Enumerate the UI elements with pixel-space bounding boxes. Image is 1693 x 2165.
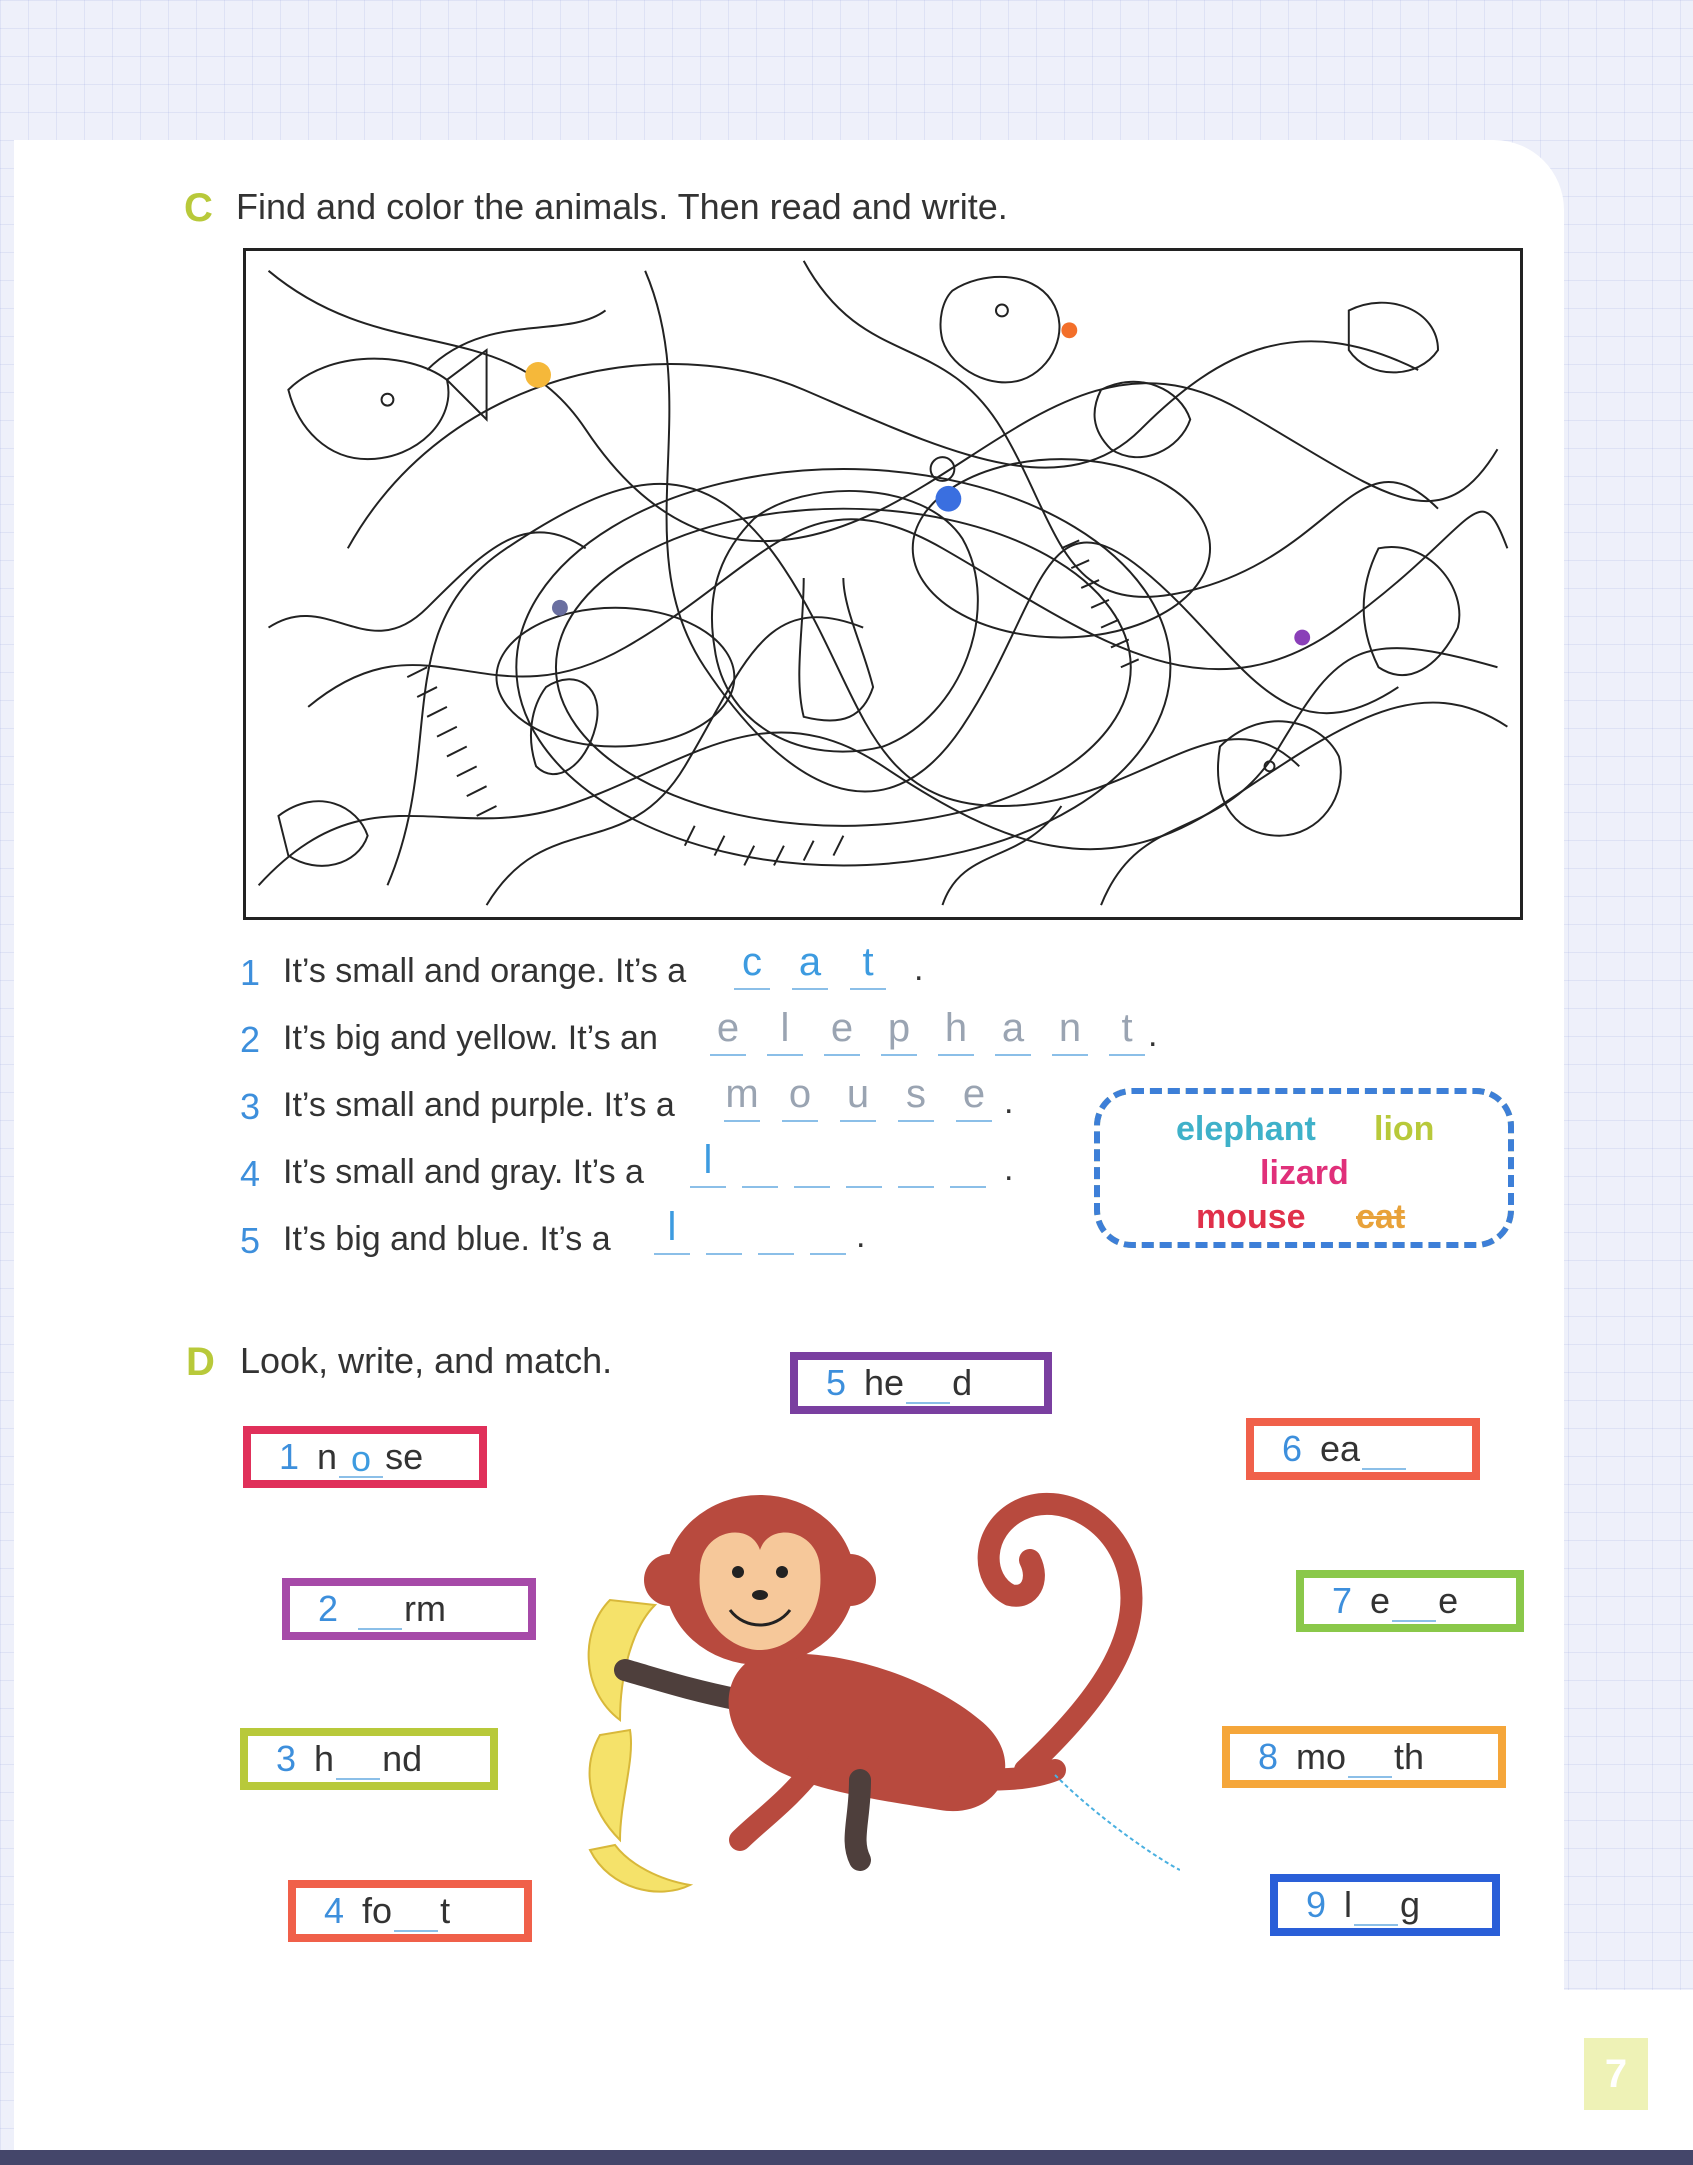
label-number: 4 (324, 1890, 345, 1931)
answer-letter[interactable] (758, 1205, 794, 1255)
answer-letter[interactable]: l (654, 1205, 690, 1255)
answer-letter[interactable] (846, 1138, 882, 1188)
label-1-nose[interactable] (243, 1426, 487, 1488)
section-d-letter: D (186, 1340, 215, 1384)
word-start: ea (1320, 1428, 1361, 1469)
label-3-hand[interactable] (240, 1728, 498, 1790)
label-7-eye[interactable] (1296, 1570, 1524, 1632)
word-end: t (440, 1890, 451, 1931)
question-3-number: 3 (240, 1086, 261, 1127)
label-word (356, 1588, 446, 1630)
gray-dot (552, 600, 568, 616)
answer-letter[interactable]: e (710, 1006, 746, 1056)
answer-letter[interactable]: a (995, 1006, 1031, 1056)
word-cat-crossed-out: cat (1356, 1198, 1406, 1236)
label-number: 7 (1332, 1580, 1353, 1621)
answer-letter[interactable] (810, 1205, 846, 1255)
answer-letter[interactable]: t (850, 940, 886, 990)
word-gap[interactable] (394, 1896, 438, 1932)
label-number: 8 (1258, 1736, 1279, 1777)
sentence-period: . (1004, 1083, 1014, 1121)
banana-2 (590, 1730, 631, 1840)
question-5-number: 5 (240, 1220, 261, 1261)
yellow-dot (525, 362, 551, 388)
word-gap[interactable] (1392, 1586, 1436, 1622)
word-start: l (1344, 1884, 1353, 1925)
label-word (1344, 1884, 1420, 1926)
sentence-period: . (856, 1217, 866, 1255)
word-bank (1094, 1088, 1514, 1248)
monkey-ear-left (644, 1554, 696, 1606)
blue-dot (936, 486, 962, 512)
question-4-number: 4 (240, 1153, 261, 1194)
word-gap[interactable] (336, 1744, 380, 1780)
word-start: he (864, 1362, 905, 1403)
question-2-number: 2 (240, 1019, 261, 1060)
word-end: se (385, 1436, 424, 1477)
sentence-period: . (1004, 1150, 1014, 1188)
answer-letter[interactable]: e (824, 1006, 860, 1056)
puzzle-line-drawing (246, 251, 1520, 917)
word-lion: lion (1374, 1110, 1435, 1148)
answer-letter[interactable] (742, 1138, 778, 1188)
match-line (1055, 1775, 1180, 1870)
monkey-nose (752, 1590, 768, 1600)
label-number: 2 (318, 1588, 339, 1629)
label-number: 3 (276, 1738, 297, 1779)
question-2-answer[interactable] (710, 1006, 1145, 1056)
label-number: 1 (279, 1436, 300, 1477)
label-word (1370, 1580, 1458, 1622)
monkey-eye-left (732, 1566, 744, 1578)
answer-letter[interactable]: e (956, 1072, 992, 1122)
label-number: 6 (1282, 1428, 1303, 1469)
page-margin (14, 1990, 1693, 2150)
answer-letter[interactable]: c (734, 940, 770, 990)
purple-dot (1294, 630, 1310, 646)
orange-dot (1061, 322, 1077, 338)
word-start: h (314, 1738, 335, 1779)
monkey-leg-3 (960, 1770, 1055, 1780)
label-word (362, 1890, 450, 1932)
question-4-text: It’s small and gray. It’s a (283, 1153, 644, 1191)
answer-letter[interactable]: a (792, 940, 828, 990)
monkey-ear-right (824, 1554, 876, 1606)
question-5-answer[interactable] (654, 1205, 846, 1255)
monkey-eye-right (776, 1566, 788, 1578)
word-gap[interactable] (906, 1368, 950, 1404)
question-1-answer[interactable] (734, 940, 886, 990)
label-2-arm[interactable] (282, 1578, 536, 1640)
word-gap[interactable]: o (339, 1442, 383, 1478)
answer-letter[interactable]: n (1052, 1006, 1088, 1056)
label-word (864, 1362, 972, 1404)
monkey-arm (625, 1670, 740, 1700)
monkey-tail (989, 1504, 1132, 1770)
answer-letter[interactable] (706, 1205, 742, 1255)
question-3-text: It’s small and purple. It’s a (283, 1086, 675, 1124)
word-end: e (1438, 1580, 1459, 1621)
word-end: nd (382, 1738, 423, 1779)
answer-letter[interactable]: l (767, 1006, 803, 1056)
answer-letter[interactable]: l (690, 1138, 726, 1188)
word-end: th (1394, 1736, 1425, 1777)
word-gap[interactable] (1362, 1434, 1406, 1470)
label-word (1320, 1428, 1408, 1470)
answer-letter[interactable]: p (881, 1006, 917, 1056)
word-start: fo (362, 1890, 393, 1931)
question-4-answer[interactable] (690, 1138, 986, 1188)
label-number: 5 (826, 1362, 847, 1403)
answer-letter[interactable]: u (840, 1072, 876, 1122)
hidden-animals-puzzle[interactable] (243, 248, 1523, 920)
label-6-ear[interactable] (1246, 1418, 1480, 1480)
answer-letter[interactable] (950, 1138, 986, 1188)
word-mouse: mouse (1196, 1198, 1306, 1236)
question-3-answer[interactable] (724, 1072, 992, 1122)
section-d-instruction: Look, write, and match. (240, 1340, 613, 1381)
label-word (314, 1738, 422, 1780)
answer-letter[interactable]: s (898, 1072, 934, 1122)
label-word (1296, 1736, 1424, 1778)
page-edge (0, 2150, 1693, 2165)
word-end: g (1400, 1884, 1421, 1925)
page-number: 7 (1584, 2038, 1648, 2110)
section-c-instruction: Find and color the animals. Then read and write. (236, 186, 1008, 227)
label-8-mouth[interactable] (1222, 1726, 1506, 1788)
word-end: rm (404, 1588, 447, 1629)
answer-letter[interactable]: o (782, 1072, 818, 1122)
label-4-foot[interactable] (288, 1880, 532, 1942)
answer-letter[interactable] (898, 1138, 934, 1188)
word-elephant: elephant (1176, 1110, 1316, 1148)
word-start: mo (1296, 1736, 1347, 1777)
sentence-period: . (1148, 1016, 1158, 1054)
answer-letter[interactable]: t (1109, 1006, 1145, 1056)
word-start: e (1370, 1580, 1391, 1621)
question-1-text: It’s small and orange. It’s a (283, 952, 687, 990)
monkey-leg-1 (856, 1780, 860, 1860)
monkey-leg-2 (740, 1760, 820, 1840)
answer-letter[interactable]: m (724, 1072, 760, 1122)
banana-3 (590, 1845, 690, 1892)
label-number: 9 (1306, 1884, 1327, 1925)
word-gap[interactable] (1348, 1742, 1392, 1778)
word-start: n (317, 1436, 338, 1477)
word-end: d (952, 1362, 973, 1403)
section-c-letter: C (184, 186, 213, 230)
sentence-period: . (914, 950, 924, 988)
label-9-leg[interactable] (1270, 1874, 1500, 1936)
word-lizard: lizard (1260, 1154, 1349, 1192)
word-gap[interactable] (1354, 1890, 1398, 1926)
question-1-number: 1 (240, 952, 261, 993)
label-word (317, 1436, 423, 1478)
word-gap[interactable] (358, 1594, 402, 1630)
answer-letter[interactable] (794, 1138, 830, 1188)
question-2-text: It’s big and yellow. It’s an (283, 1019, 658, 1057)
question-5-text: It’s big and blue. It’s a (283, 1220, 611, 1258)
label-5-head[interactable] (790, 1352, 1052, 1414)
answer-letter[interactable]: h (938, 1006, 974, 1056)
monkey-illustration (560, 1460, 1180, 1930)
